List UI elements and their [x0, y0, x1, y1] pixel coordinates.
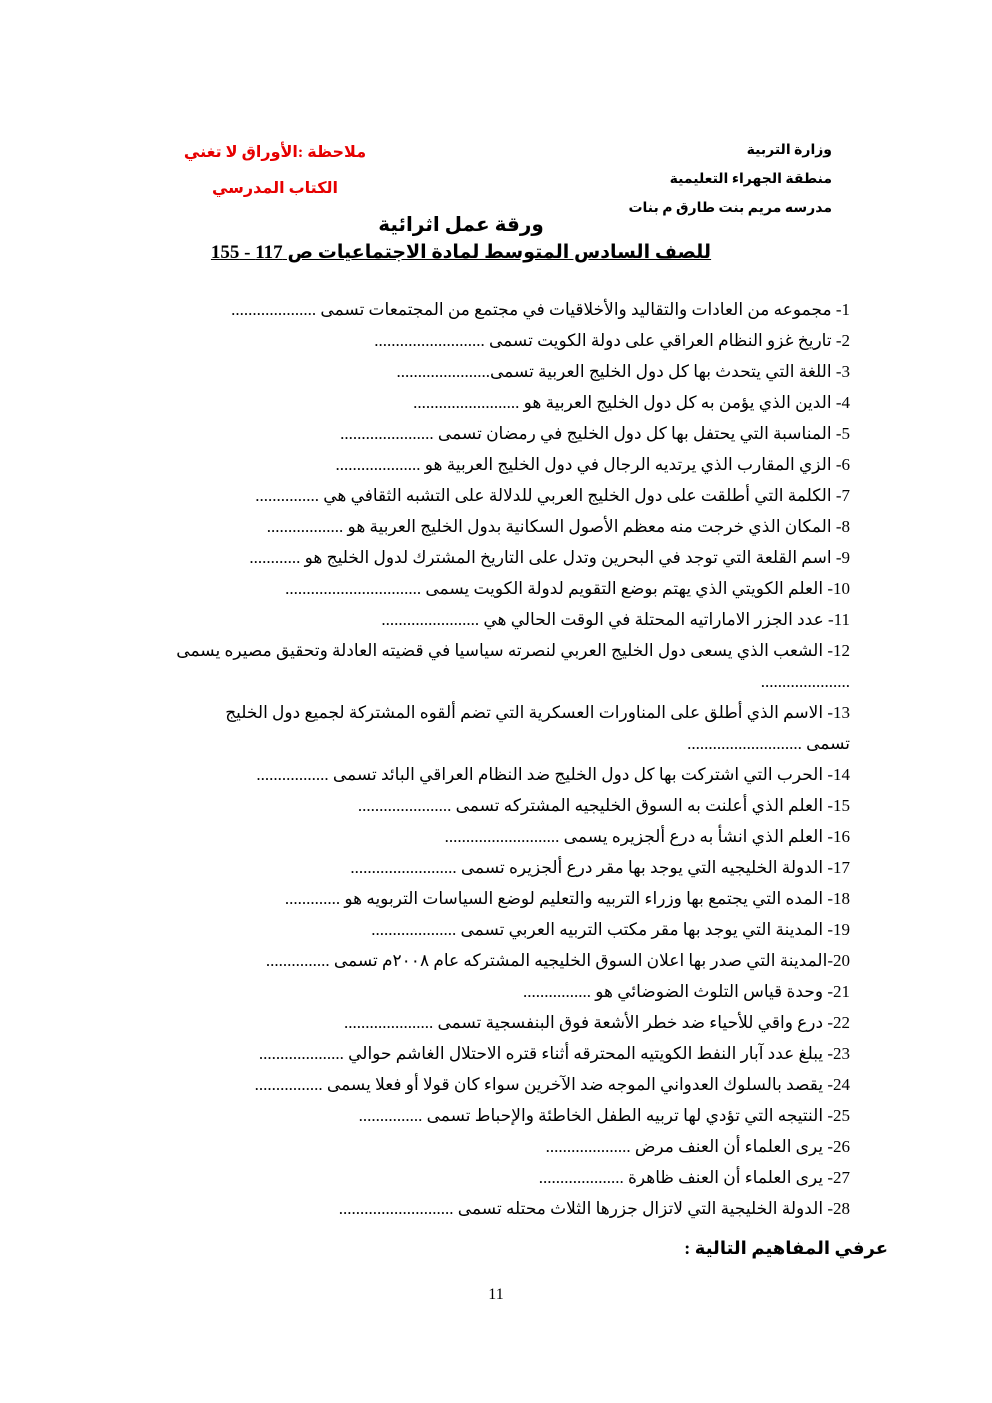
- questions-list: [100, 294, 850, 1224]
- question-line-23: 23- يبلغ عدد آبار النفط الكويتيه المحترقه أثناء قتره الاحتلال الغاشم حوالي ....................: [258, 1044, 850, 1063]
- question-line-3: 3- اللغة التي يتحدث بها كل دول الخليج العربية تسمى......................: [396, 362, 850, 381]
- define-concepts-heading: عرفي المفاهيم التالية :: [684, 1238, 888, 1258]
- question-line-15: 15- العلم الذي أعلنت به السوق الخليجيه المشتركه تسمى ......................: [357, 796, 850, 815]
- ministry-line-2: منطقة الجهراء التعليمية: [669, 172, 832, 187]
- question-line-24: 24- يقصد بالسلوك العدواني الموجه ضد الآخرين سواء كان قولا أو فعلا يسمى ................: [254, 1075, 850, 1094]
- question-line-8: 8- المكان الذي خرجت منه معظم الأصول السكانية بدول الخليج العربية هو ..................: [266, 517, 850, 536]
- question-line-5: 5- المناسبة التي يحتفل بها كل دول الخليج في رمضان تسمى ......................: [340, 424, 850, 443]
- question-line-22: 22- درع واقي للأحياء ضد خطر الأشعة فوق البنفسجية تسمى .....................: [343, 1013, 850, 1032]
- question-line-26: 26- يرى العلماء أن العنف مرض ....................: [545, 1137, 850, 1156]
- question-line-2: 2- تاريخ غزو النظام العراقي على دولة الكويت تسمى ..........................: [374, 331, 850, 350]
- question-line-13: 13- الاسم الذي أطلق على المناورات العسكرية التي تضم ألقوه المشتركة لجميع دول الخليج: [225, 703, 850, 722]
- ministry-header: [628, 136, 832, 223]
- question-line-12: .....................: [760, 672, 850, 691]
- question-line-16: 16- العلم الذي انشأ به درع ألجزيره يسمى ...........................: [444, 827, 850, 846]
- question-line-17: 17- الدولة الخليجيه التي يوجد بها مقر درع ألجزيره تسمى .........................: [350, 858, 850, 877]
- worksheet-subtitle: للصف السادس المتوسط لمادة الاجتماعيات ص 117 - 155: [210, 242, 712, 263]
- question-line-9: 9- اسم القلعة التي توجد في البحرين وتدل على التاريخ المشترك لدول الخليج هو ............: [249, 548, 850, 567]
- question-line-21: 21- وحدة قياس التلوث الضوضائي هو ................: [522, 982, 850, 1001]
- question-line-25: 25- النتيجه التي تؤدي لها تربيه الطفل الخاطئة والإحباط تسمى ...............: [358, 1106, 850, 1125]
- question-line-1: 1- مجموعه من العادات والتقاليد والأخلاقيات في مجتمع من المجتمعات تسمى ....................: [231, 300, 850, 319]
- question-line-6: 6- الزي المقارب الذي يرتديه الرجال في دول الخليج العربية هو ....................: [335, 455, 850, 474]
- question-line-27: 27- يرى العلماء أن العنف ظاهرة ....................: [538, 1168, 850, 1187]
- question-line-10: 10- العلم الكويتي الذي يهتم بوضع التقويم لدولة الكويت يسمى ................................: [285, 579, 850, 598]
- question-line-12: 12- الشعب الذي يسعى دول الخليج العربي لنصرته سياسيا في قضيته العادلة وتحقيق مصيره يسمى: [176, 641, 850, 660]
- question-line-11: 11- عدد الجزر الاماراتيه المحتلة في الوقت الحالي هي .......................: [381, 610, 850, 629]
- worksheet-titles: [60, 212, 862, 267]
- question-line-14: 14- الحرب التي اشتركت بها كل دول الخليج ضد النظام العراقي البائد تسمى .................: [256, 765, 850, 784]
- question-line-4: 4- الدين الذي يؤمن به كل دول الخليج العربية هو .........................: [413, 393, 850, 412]
- question-line-20: 20-المدينة التي صدر بها اعلان السوق الخليجيه المشتركه عام ٢٠٠٨م تسمى ...............: [265, 951, 850, 970]
- page-number: 11: [488, 1286, 504, 1303]
- note-line-1: ملاحظة :الأوراق لا تغني: [183, 144, 367, 161]
- question-line-18: 18- المده التي يجتمع بها وزراء التربيه والتعليم لوضع السياسات التربويه هو .............: [284, 889, 850, 908]
- ministry-line-1: وزارة التربية: [746, 143, 832, 158]
- question-line-13: تسمى ...........................: [687, 734, 850, 753]
- question-line-19: 19- المدينة التي يوجد بها مقر مكتب التربيه العربي تسمى ....................: [371, 920, 850, 939]
- question-line-7: 7- الكلمة التي أطلقت على دول الخليج العربي للدلالة على التشبه الثقافي هي ...............: [255, 486, 850, 505]
- worksheet-title: ورقة عمل اثرائية: [378, 214, 544, 236]
- note-line-2: الكتاب المدرسي: [211, 180, 338, 197]
- ministry-line-3: مدرسه مريم بنت طارق م بنات: [628, 201, 832, 216]
- textbook-note: [125, 135, 425, 207]
- question-line-28: 28- الدولة الخليجية التي لاتزال جزرها الثلاث محتله تسمى ...........................: [338, 1199, 850, 1218]
